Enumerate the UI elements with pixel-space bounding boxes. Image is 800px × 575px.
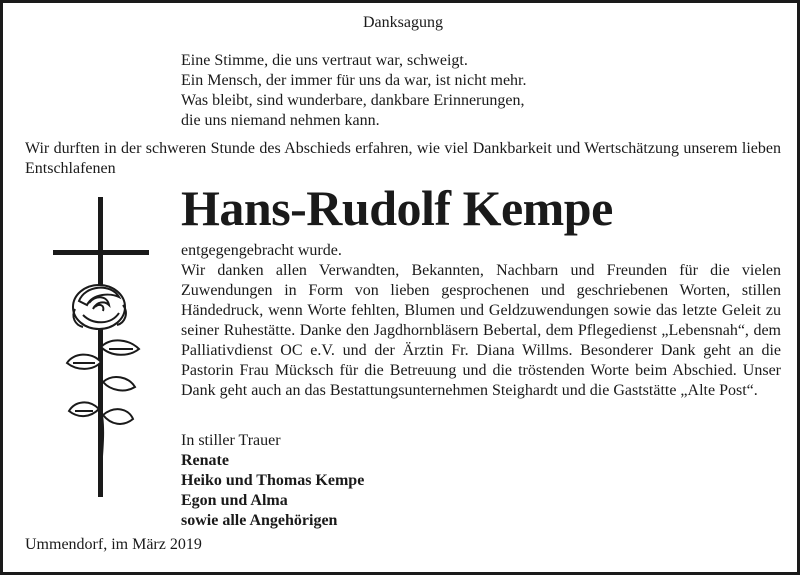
- cross-with-rose-icon: [49, 197, 159, 499]
- poem: [181, 51, 527, 131]
- thanks-lead: entgegengebracht wurde.: [181, 242, 342, 259]
- place-date: Ummendorf, im März 2019: [25, 536, 202, 553]
- thanks-text: Wir danken allen Verwandten, Bekannten, Nachbarn und Freunden für die vielen Zuwendungen in Form von lieben gesprochenen und geschriebenen Worten, stillen Händedruck, wenn Worte fehlten, Blumen und Geldzuwendungen sowie das letzte Geleit zu seiner Ruhestätte. Danke den Jagdhornbläsern Bebertal, dem Pflegedienst „Lebensnah“, dem Palliativdienst OC e.V. und der Ärztin Fr. Diana Willms. Besonderer Dank geht an die Pastorin Frau Mücksch für die Betreuung und die tröstenden Worte beim Abschied. Unser Dank geht auch an das Bestattungsunternehmen Steighardt und die Gaststätte „Alte Post“.: [181, 262, 781, 399]
- notice-heading: Danksagung: [363, 14, 443, 31]
- mourner-name: sowie alle Angehörigen: [181, 512, 338, 529]
- mourner-name: Renate: [181, 452, 229, 469]
- mourner-name: Egon und Alma: [181, 492, 288, 509]
- intro-text: Wir durften in der schweren Stunde des Abschieds erfahren, wie viel Dankbarkeit und Wertschätzung unserem lieben Entschlafenen: [25, 140, 781, 177]
- thanks-body: [181, 241, 781, 401]
- poem-line: Ein Mensch, der immer für uns da war, ist nicht mehr.: [181, 72, 527, 89]
- mourners-block: [181, 431, 364, 531]
- deceased-name: Hans-Rudolf Kempe: [181, 180, 613, 236]
- poem-line: Eine Stimme, die uns vertraut war, schweigt.: [181, 52, 468, 69]
- poem-line: die uns niemand nehmen kann.: [181, 112, 380, 129]
- mourner-name: Heiko und Thomas Kempe: [181, 472, 365, 489]
- poem-line: Was bleibt, sind wunderbare, dankbare Erinnerungen,: [181, 92, 525, 109]
- mourning-intro: In stiller Trauer: [181, 432, 281, 449]
